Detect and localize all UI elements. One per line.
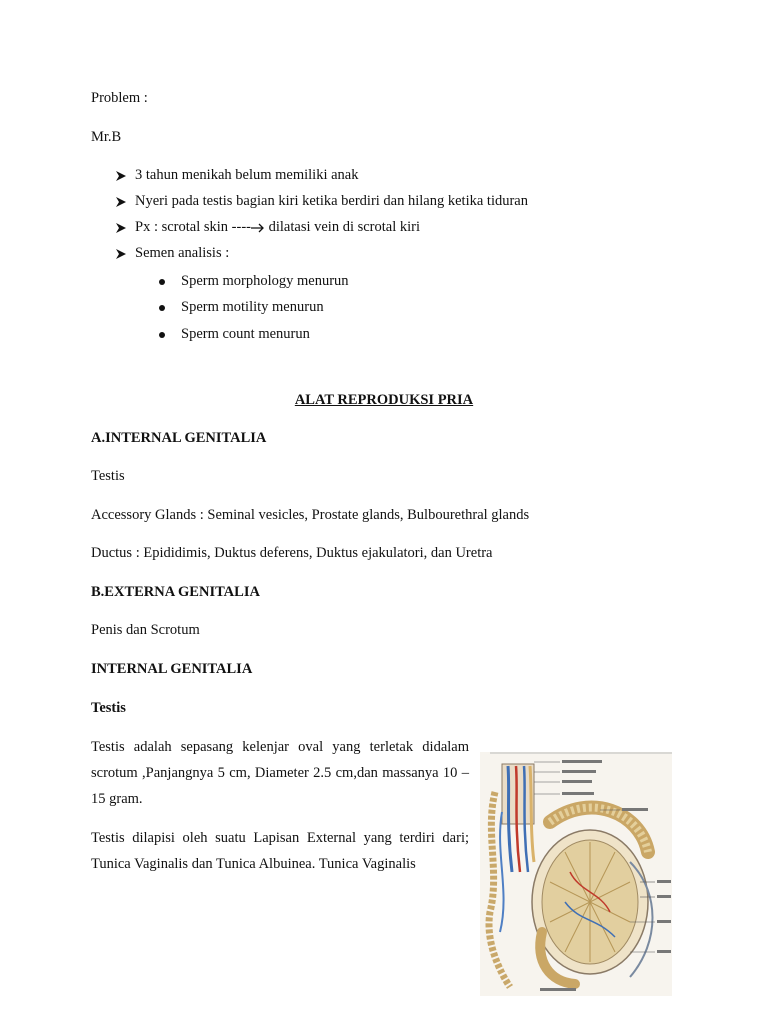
paragraph-testis-description: Testis adalah sepasang kelenjar oval yang terletak didalam scrotum ,Panjangnya 5 cm, Diameter 2.5 cm,dan massanya 10 – 15 gram. xyxy=(91,739,469,807)
arrow-bullet-icon xyxy=(115,196,127,208)
bullet-dot-icon xyxy=(159,279,165,285)
right-arrow-icon xyxy=(251,223,265,233)
ductus-text: Ductus : Epididimis, Duktus deferens, Duktus ejakulatori, dan Uretra xyxy=(91,545,493,561)
symptom-item: Semen analisis : xyxy=(135,245,230,261)
arrow-bullet-icon xyxy=(115,170,127,182)
bullet-dot-icon xyxy=(159,332,165,338)
semen-result-item: Sperm morphology menurun xyxy=(181,273,349,289)
symptom-item: Nyeri pada testis bagian kiri ketika berdiri dan hilang ketika tiduran xyxy=(135,193,528,209)
problem-heading: Problem : xyxy=(91,90,148,106)
external-items-text: Penis dan Scrotum xyxy=(91,622,200,638)
symptom-text-tail: dilatasi vein di scrotal kiri xyxy=(264,219,421,235)
semen-result-item: Sperm count menurun xyxy=(181,326,310,342)
section-title: ALAT REPRODUKSI PRIA xyxy=(294,392,474,408)
testis-heading: Testis xyxy=(91,700,126,716)
externa-genitalia-heading: B.EXTERNA GENITALIA xyxy=(91,584,260,600)
accessory-glands-text: Accessory Glands : Seminal vesicles, Prostate glands, Bulbourethral glands xyxy=(91,507,530,523)
testis-label: Testis xyxy=(91,468,125,484)
paragraph-testis-layers: Testis dilapisi oleh suatu Lapisan External yang terdiri dari; Tunica Vaginalis dan Tunica Albuinea. Tunica Vaginalis xyxy=(91,830,469,872)
symptom-item: 3 tahun menikah belum memiliki anak xyxy=(135,167,359,183)
testis-anatomy-illustration xyxy=(480,752,672,996)
symptom-text: Px : scrotal skin ---- xyxy=(135,219,251,235)
symptom-item xyxy=(135,219,420,236)
arrow-bullet-icon xyxy=(115,222,127,234)
patient-name: Mr.B xyxy=(91,129,122,145)
bullet-dot-icon xyxy=(159,305,165,311)
internal-genitalia-heading: A.INTERNAL GENITALIA xyxy=(91,430,267,446)
semen-result-item: Sperm motility menurun xyxy=(181,299,324,315)
internal-genitalia-heading-2: INTERNAL GENITALIA xyxy=(91,661,253,677)
arrow-bullet-icon xyxy=(115,248,127,260)
